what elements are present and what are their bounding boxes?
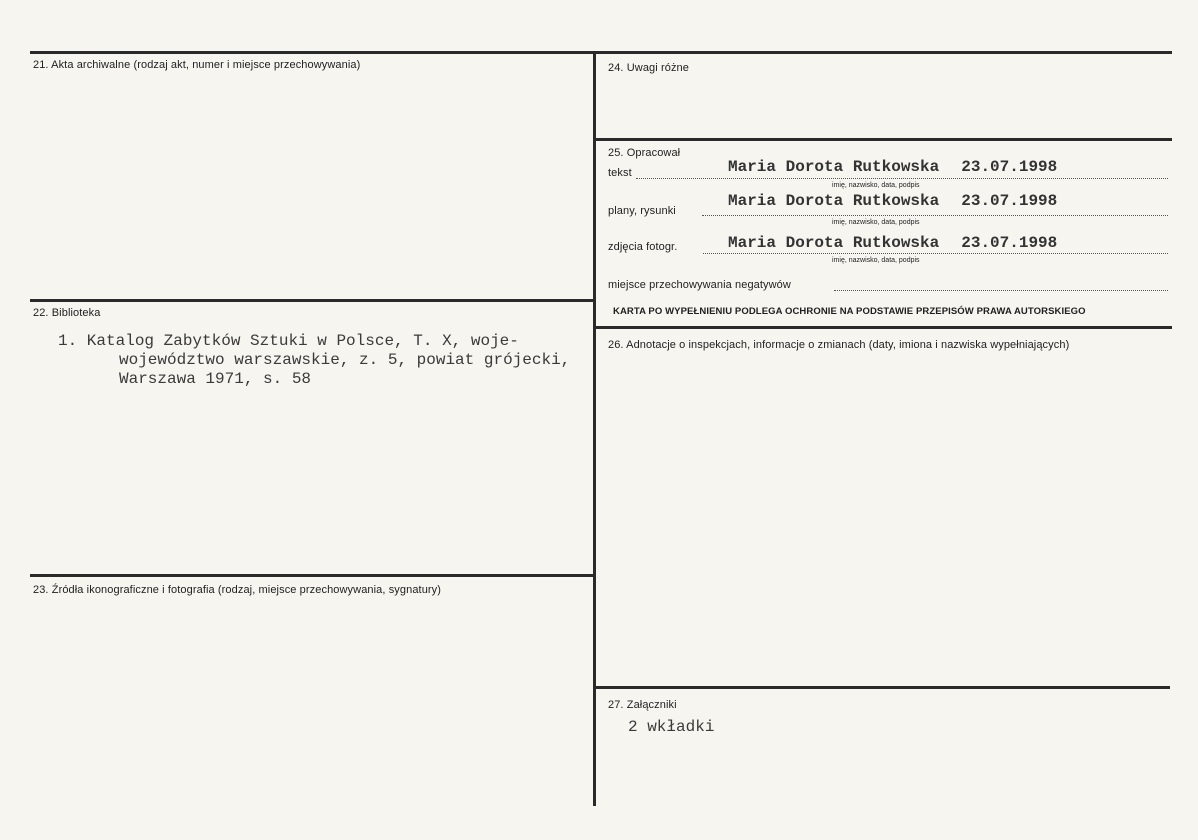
photos-author-signature bbox=[728, 234, 1057, 252]
photos-author-hint: imię, nazwisko, data, podpis bbox=[832, 257, 920, 264]
text-author-name: Maria Dorota Rutkowska bbox=[728, 158, 940, 176]
top-rule bbox=[30, 51, 1172, 54]
text-author-line bbox=[636, 178, 1168, 179]
field-21-label: 21. Akta archiwalne (rodzaj akt, numer i miejsce przechowywania) bbox=[33, 59, 361, 71]
negatives-storage-label: miejsce przechowywania negatywów bbox=[608, 279, 791, 291]
rule-21-22 bbox=[30, 299, 596, 302]
field-26-label: 26. Adnotacje o inspekcjach, informacje o zmianach (daty, imiona i nazwiska wypełniających) bbox=[608, 339, 1070, 351]
center-divider bbox=[593, 51, 596, 806]
plans-author-date: 23.07.1998 bbox=[961, 192, 1058, 210]
plans-author-label: plany, rysunki bbox=[608, 205, 676, 217]
field-25-label: 25. Opracował bbox=[608, 147, 681, 159]
text-author-date: 23.07.1998 bbox=[961, 158, 1058, 176]
field-27-label: 27. Załączniki bbox=[608, 699, 677, 711]
photos-author-date: 23.07.1998 bbox=[961, 234, 1058, 252]
photos-author-label: zdjęcia fotogr. bbox=[608, 241, 678, 253]
bibliography-line-1: 1. Katalog Zabytków Sztuki w Polsce, T. X, woje- bbox=[58, 332, 519, 350]
field-23-label: 23. Źródła ikonograficzne i fotografia (rodzaj, miejsce przechowywania, sygnatury) bbox=[33, 584, 442, 596]
field-24-label: 24. Uwagi różne bbox=[608, 62, 689, 74]
field-22-label: 22. Biblioteka bbox=[33, 307, 101, 319]
attachments-value: 2 wkładki bbox=[628, 718, 715, 736]
text-author-hint: imię, nazwisko, data, podpis bbox=[832, 182, 920, 189]
photos-author-name: Maria Dorota Rutkowska bbox=[728, 234, 940, 252]
text-author-signature bbox=[728, 158, 1057, 176]
bibliography-line-2: województwo warszawskie, z. 5, powiat grójecki, bbox=[119, 351, 571, 369]
plans-author-line bbox=[702, 215, 1168, 216]
photos-author-line bbox=[703, 253, 1168, 254]
rule-26-27 bbox=[596, 686, 1170, 689]
rule-25-26 bbox=[596, 326, 1172, 329]
text-author-label: tekst bbox=[608, 167, 632, 179]
copyright-notice: KARTA PO WYPEŁNIENIU PODLEGA OCHRONIE NA PODSTAWIE PRZEPISÓW PRAWA AUTORSKIEGO bbox=[613, 306, 1086, 317]
plans-author-name: Maria Dorota Rutkowska bbox=[728, 192, 940, 210]
bibliography-line-3: Warszawa 1971, s. 58 bbox=[119, 370, 312, 388]
negatives-storage-line bbox=[834, 290, 1168, 291]
rule-22-23 bbox=[30, 574, 596, 577]
plans-author-signature bbox=[728, 192, 1057, 210]
plans-author-hint: imię, nazwisko, data, podpis bbox=[832, 219, 920, 226]
rule-24-25 bbox=[596, 138, 1172, 141]
